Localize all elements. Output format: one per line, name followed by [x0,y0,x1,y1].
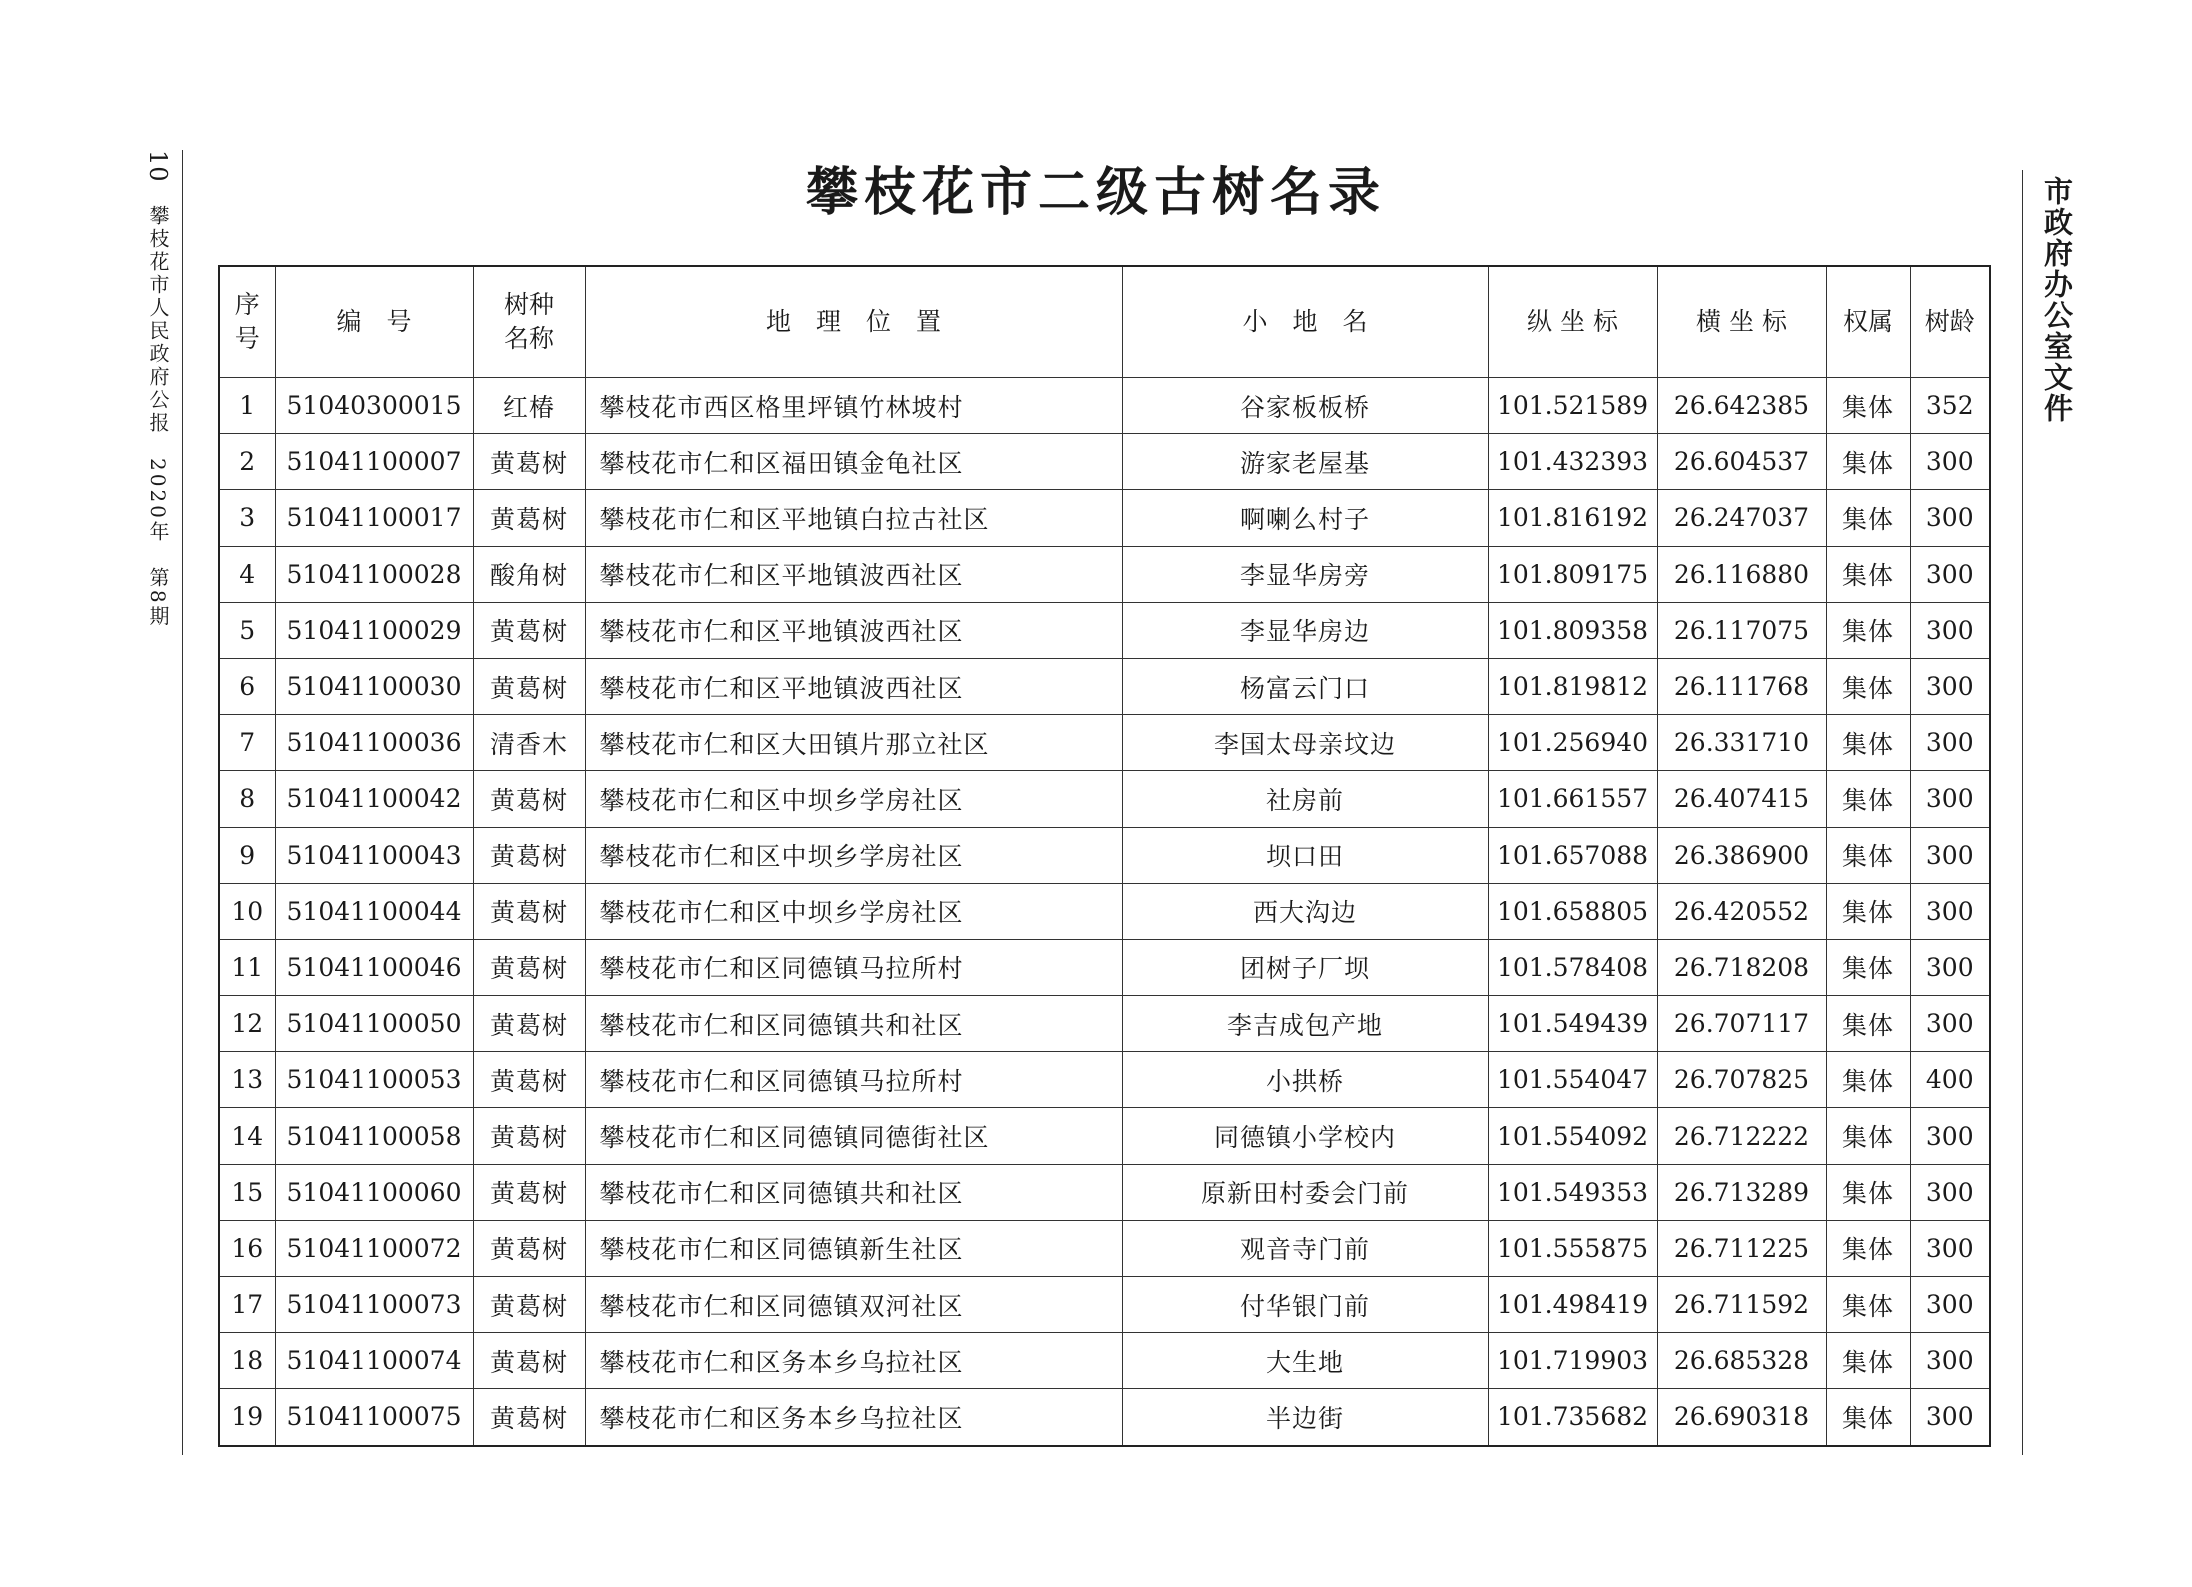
header-code: 编 号 [275,266,473,378]
cell-species: 黄葛树 [473,658,585,714]
cell-location: 攀枝花市仁和区同德镇新生社区 [585,1220,1122,1276]
cell-lon: 101.256940 [1488,715,1657,771]
cell-location: 攀枝花市仁和区大田镇片那立社区 [585,715,1122,771]
cell-code: 51041100060 [275,1164,473,1220]
cell-age: 300 [1910,1220,1990,1276]
table-row [219,996,1990,1052]
cell-place: 李吉成包产地 [1122,996,1488,1052]
table-row [219,1108,1990,1164]
tree-register-table [218,265,1991,1447]
header-species: 树种名称 [473,266,585,378]
cell-species: 黄葛树 [473,996,585,1052]
cell-lat: 26.386900 [1657,827,1826,883]
cell-species: 黄葛树 [473,771,585,827]
cell-lon: 101.816192 [1488,490,1657,546]
cell-lat: 26.420552 [1657,883,1826,939]
cell-lat: 26.685328 [1657,1333,1826,1389]
cell-lat: 26.407415 [1657,771,1826,827]
cell-lat: 26.711592 [1657,1277,1826,1333]
cell-owner: 集体 [1826,996,1910,1052]
cell-age: 300 [1910,996,1990,1052]
cell-owner: 集体 [1826,602,1910,658]
cell-lat: 26.690318 [1657,1389,1826,1446]
cell-seq: 10 [219,883,275,939]
cell-seq: 17 [219,1277,275,1333]
cell-place: 西大沟边 [1122,883,1488,939]
cell-lat: 26.712222 [1657,1108,1826,1164]
cell-location: 攀枝花市西区格里坪镇竹林坡村 [585,378,1122,434]
cell-species: 黄葛树 [473,1164,585,1220]
cell-location: 攀枝花市仁和区平地镇波西社区 [585,602,1122,658]
page-title: 攀枝花市二级古树名录 [805,162,1386,223]
cell-place: 游家老屋基 [1122,434,1488,490]
cell-seq: 3 [219,490,275,546]
table-row [219,490,1990,546]
cell-lon: 101.549353 [1488,1164,1657,1220]
cell-seq: 2 [219,434,275,490]
table-header-row [219,266,1990,378]
header-place: 小 地 名 [1122,266,1488,378]
cell-seq: 18 [219,1333,275,1389]
cell-age: 300 [1910,658,1990,714]
cell-lon: 101.521589 [1488,378,1657,434]
cell-seq: 6 [219,658,275,714]
cell-location: 攀枝花市仁和区平地镇波西社区 [585,546,1122,602]
cell-code: 51041100053 [275,1052,473,1108]
cell-place: 李显华房边 [1122,602,1488,658]
cell-place: 坝口田 [1122,827,1488,883]
cell-place: 谷家板板桥 [1122,378,1488,434]
cell-species: 红椿 [473,378,585,434]
cell-age: 300 [1910,1389,1990,1446]
cell-seq: 7 [219,715,275,771]
cell-owner: 集体 [1826,1052,1910,1108]
cell-age: 300 [1910,883,1990,939]
cell-age: 352 [1910,378,1990,434]
table-row [219,1164,1990,1220]
cell-species: 黄葛树 [473,1277,585,1333]
cell-owner: 集体 [1826,1220,1910,1276]
cell-species: 黄葛树 [473,602,585,658]
cell-owner: 集体 [1826,378,1910,434]
cell-place: 李显华房旁 [1122,546,1488,602]
cell-age: 300 [1910,1164,1990,1220]
cell-species: 酸角树 [473,546,585,602]
cell-owner: 集体 [1826,1389,1910,1446]
cell-location: 攀枝花市仁和区同德镇共和社区 [585,996,1122,1052]
header-lat: 横 坐 标 [1657,266,1826,378]
table-row [219,715,1990,771]
table-row [219,546,1990,602]
cell-species: 清香木 [473,715,585,771]
cell-code: 51040300015 [275,378,473,434]
header-location: 地 理 位 置 [585,266,1122,378]
cell-owner: 集体 [1826,658,1910,714]
cell-lon: 101.819812 [1488,658,1657,714]
cell-lon: 101.578408 [1488,939,1657,995]
table-row [219,1052,1990,1108]
cell-code: 51041100007 [275,434,473,490]
cell-seq: 4 [219,546,275,602]
cell-location: 攀枝花市仁和区平地镇白拉古社区 [585,490,1122,546]
cell-location: 攀枝花市仁和区同德镇双河社区 [585,1277,1122,1333]
cell-owner: 集体 [1826,883,1910,939]
cell-lon: 101.661557 [1488,771,1657,827]
cell-species: 黄葛树 [473,883,585,939]
cell-lat: 26.713289 [1657,1164,1826,1220]
cell-code: 51041100074 [275,1333,473,1389]
cell-lon: 101.657088 [1488,827,1657,883]
cell-code: 51041100073 [275,1277,473,1333]
cell-lon: 101.809358 [1488,602,1657,658]
table-row [219,602,1990,658]
cell-lat: 26.604537 [1657,434,1826,490]
cell-lat: 26.707825 [1657,1052,1826,1108]
table-row [219,827,1990,883]
cell-lon: 101.555875 [1488,1220,1657,1276]
cell-age: 300 [1910,939,1990,995]
cell-location: 攀枝花市仁和区同德镇同德街社区 [585,1108,1122,1164]
cell-owner: 集体 [1826,434,1910,490]
cell-owner: 集体 [1826,1108,1910,1164]
cell-lon: 101.809175 [1488,546,1657,602]
cell-code: 51041100036 [275,715,473,771]
cell-lon: 101.554092 [1488,1108,1657,1164]
table-row [219,1277,1990,1333]
cell-place: 半边街 [1122,1389,1488,1446]
cell-species: 黄葛树 [473,1108,585,1164]
cell-place: 社房前 [1122,771,1488,827]
cell-lon: 101.735682 [1488,1389,1657,1446]
cell-lat: 26.111768 [1657,658,1826,714]
cell-species: 黄葛树 [473,1389,585,1446]
header-lon: 纵 坐 标 [1488,266,1657,378]
table-row [219,1333,1990,1389]
cell-lon: 101.549439 [1488,996,1657,1052]
section-label: 市政府办公室文件 [2040,176,2074,424]
cell-lat: 26.711225 [1657,1220,1826,1276]
cell-age: 300 [1910,602,1990,658]
cell-owner: 集体 [1826,771,1910,827]
cell-place: 杨富云门口 [1122,658,1488,714]
cell-location: 攀枝花市仁和区中坝乡学房社区 [585,883,1122,939]
cell-location: 攀枝花市仁和区中坝乡学房社区 [585,827,1122,883]
cell-seq: 9 [219,827,275,883]
header-owner: 权属 [1826,266,1910,378]
cell-location: 攀枝花市仁和区福田镇金龟社区 [585,434,1122,490]
cell-lat: 26.642385 [1657,378,1826,434]
cell-code: 51041100017 [275,490,473,546]
cell-seq: 12 [219,996,275,1052]
table-row [219,1389,1990,1446]
cell-code: 51041100029 [275,602,473,658]
cell-seq: 1 [219,378,275,434]
cell-place: 同德镇小学校内 [1122,1108,1488,1164]
cell-species: 黄葛树 [473,1052,585,1108]
table-row [219,939,1990,995]
cell-seq: 13 [219,1052,275,1108]
cell-location: 攀枝花市仁和区务本乡乌拉社区 [585,1333,1122,1389]
cell-place: 观音寺门前 [1122,1220,1488,1276]
cell-lat: 26.331710 [1657,715,1826,771]
cell-code: 51041100072 [275,1220,473,1276]
cell-owner: 集体 [1826,1333,1910,1389]
table-row [219,771,1990,827]
cell-place: 小拱桥 [1122,1052,1488,1108]
cell-code: 51041100030 [275,658,473,714]
cell-species: 黄葛树 [473,827,585,883]
cell-lon: 101.719903 [1488,1333,1657,1389]
cell-seq: 16 [219,1220,275,1276]
cell-location: 攀枝花市仁和区同德镇共和社区 [585,1164,1122,1220]
cell-age: 300 [1910,1277,1990,1333]
cell-seq: 5 [219,602,275,658]
right-margin-rule [2022,170,2073,1455]
cell-lat: 26.247037 [1657,490,1826,546]
cell-code: 51041100058 [275,1108,473,1164]
cell-age: 300 [1910,827,1990,883]
journal-info: 攀枝花市人民政府公报 2020年 第8期 [146,205,170,629]
cell-code: 51041100043 [275,827,473,883]
cell-species: 黄葛树 [473,1333,585,1389]
cell-code: 51041100050 [275,996,473,1052]
cell-lon: 101.432393 [1488,434,1657,490]
cell-owner: 集体 [1826,1277,1910,1333]
cell-species: 黄葛树 [473,490,585,546]
cell-lat: 26.707117 [1657,996,1826,1052]
cell-owner: 集体 [1826,1164,1910,1220]
table-row [219,378,1990,434]
cell-seq: 19 [219,1389,275,1446]
cell-code: 51041100046 [275,939,473,995]
cell-age: 300 [1910,546,1990,602]
cell-code: 51041100028 [275,546,473,602]
cell-place: 啊喇么村子 [1122,490,1488,546]
left-margin-rule [132,150,183,1455]
cell-owner: 集体 [1826,715,1910,771]
cell-owner: 集体 [1826,546,1910,602]
cell-place: 付华银门前 [1122,1277,1488,1333]
cell-lon: 101.554047 [1488,1052,1657,1108]
table-row [219,1220,1990,1276]
cell-seq: 15 [219,1164,275,1220]
cell-age: 300 [1910,715,1990,771]
cell-code: 51041100042 [275,771,473,827]
cell-owner: 集体 [1826,490,1910,546]
cell-place: 团树子厂坝 [1122,939,1488,995]
cell-age: 300 [1910,434,1990,490]
table-row [219,658,1990,714]
cell-place: 原新田村委会门前 [1122,1164,1488,1220]
cell-lat: 26.116880 [1657,546,1826,602]
header-seq: 序号 [219,266,275,378]
cell-lon: 101.498419 [1488,1277,1657,1333]
cell-owner: 集体 [1826,939,1910,995]
cell-seq: 11 [219,939,275,995]
cell-age: 400 [1910,1052,1990,1108]
table-container [218,265,1991,1447]
cell-lat: 26.117075 [1657,602,1826,658]
cell-place: 李国太母亲坟边 [1122,715,1488,771]
cell-age: 300 [1910,490,1990,546]
cell-owner: 集体 [1826,827,1910,883]
cell-species: 黄葛树 [473,939,585,995]
cell-seq: 8 [219,771,275,827]
cell-place: 大生地 [1122,1333,1488,1389]
table-row [219,883,1990,939]
table-row [219,434,1990,490]
cell-location: 攀枝花市仁和区中坝乡学房社区 [585,771,1122,827]
header-age: 树龄 [1910,266,1990,378]
cell-lat: 26.718208 [1657,939,1826,995]
cell-age: 300 [1910,1108,1990,1164]
cell-species: 黄葛树 [473,434,585,490]
cell-species: 黄葛树 [473,1220,585,1276]
cell-location: 攀枝花市仁和区同德镇马拉所村 [585,1052,1122,1108]
cell-code: 51041100044 [275,883,473,939]
cell-age: 300 [1910,771,1990,827]
cell-code: 51041100075 [275,1389,473,1446]
cell-seq: 14 [219,1108,275,1164]
cell-age: 300 [1910,1333,1990,1389]
cell-location: 攀枝花市仁和区务本乡乌拉社区 [585,1389,1122,1446]
cell-location: 攀枝花市仁和区平地镇波西社区 [585,658,1122,714]
page-number: 10 [144,150,172,183]
cell-lon: 101.658805 [1488,883,1657,939]
cell-location: 攀枝花市仁和区同德镇马拉所村 [585,939,1122,995]
